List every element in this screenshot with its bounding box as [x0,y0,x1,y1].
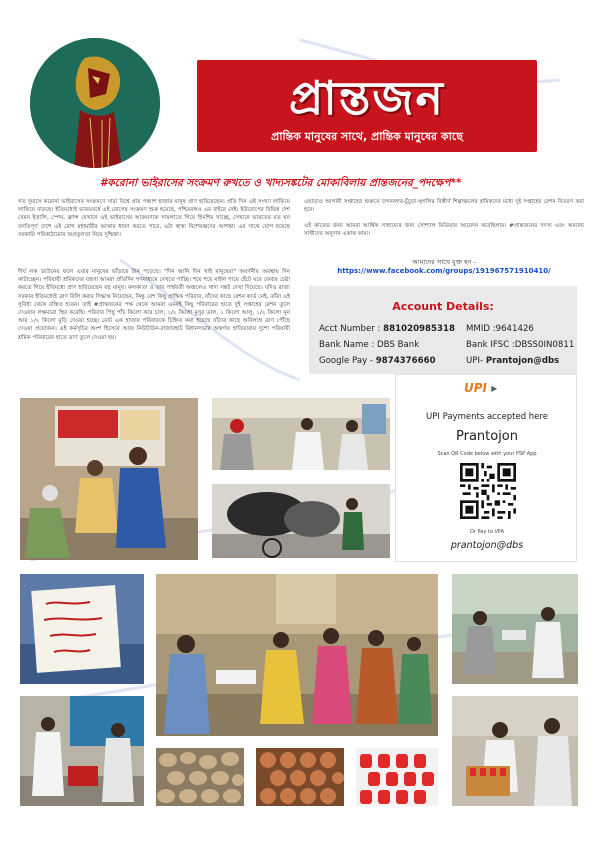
upi-vpa: prantojon@dbs [450,540,524,551]
photo-weighing-rations [20,696,144,806]
upi-logo: UPI ▸ [464,381,498,395]
photo-ration-distribution-1 [20,398,198,560]
bank-ifsc: Bank IFSC :DBSS0IN0811 [466,340,575,350]
banner-tagline: প্রান্তিক মানুষের সাথে, প্রান্তিক মানুষের কাছে [271,130,463,143]
join-label: আমাদের সাথে যুক্ত হন - [412,258,476,266]
photo-street-handover [452,574,578,684]
photo-crowd-distribution [156,574,438,736]
qr-code[interactable] [460,463,516,519]
mmid: MMID :9641426 [466,324,534,334]
account-details-box [309,286,577,374]
left-paragraph-1: গত দুমাসে করোনা ভাইরাসের সংক্রমণে সারা বিশ্বে প্রায় পঞ্চাশ হাজার মানুষ প্রাণ হারিয়েছেন। প্রতি দিন এই সংখ্যা লাফিয়ে লাফিয়ে বাড়ছে। ইতিমধ্যেই ভারতবর্ষে এই রোগের সংক্রমণ শুরু হয়েছে, পশ্চিমবঙ্গও এর বাইরে নেই। ইউরোপের বিভিন্ন দেশ যেমন ইতালি, স্পেন, ফ্রান্স যেখানে এই ভাইরাসের আক্রমণকে সামলাতে গিয়ে হিমশিম খাচ্ছে, সেখানে ভারতের মত ঘন বসতিপূর্ণ দেশে এই রোগ মহামারীর আকার ধারণ করতে পারে, এটা স্বাস্থ্য বিশেষজ্ঞদের আশঙ্কা। এর সাথে যোগ হয়েছে সরকারি পরিকাঠামোর অপ্রতুলতা নিয়ে দুশ্চিন্তা। [18,199,290,238]
upi-heading: UPI Payments accepted here [426,412,548,422]
banner-title: প্রান্তজন [289,71,445,125]
upi-payment-card [395,374,577,562]
photo-ration-packets [256,748,344,806]
title-banner [197,60,537,152]
left-paragraph-2: দীর্ঘ লক ডাউনের ফলে এবার মানুষের ভাঁড়ারে টান পড়েছে। "দিন আনি দিন খাই মানুষেরা" অবর্ণনীয় অবস্থায় দিন কাটাচ্ছেন। পরিযায়ী শ্রমিকদের যন্ত্রণা আমরা প্রতিদিন গণমাধ্যমে দেখতে পাচ্ছি। শয়ে শয়ে মাইল পায়ে হেঁটে ঘরে ফেরার চেষ্টা করতে গিয়ে ইতিমধ্যে প্রাণ হারিয়েছেন বহু মানুষ। কলকাতা ও তার পার্শ্ববর্তী অঞ্চলেও খাদ্য সঙ্কট দেখা দিয়েছে। যদিও রাজ্য সরকার ইতিমধ্যেই ত্রাণ বিলি করার সিদ্ধান্ত নিয়েছেন, কিন্তু বেশ কিছু প্রান্তিক পরিবার, যাঁদের কাছে রেশন কার্ড নেই, তাঁরা এই সুবিধা থেকে বঞ্চিত হবেন। তাই #প্রান্তজনের পক্ষ থেকে আমরা এমনই কিছু পরিবারের হাতে দুই সপ্তাহের রেশন তুলে দেওয়ার লক্ষমাত্রা স্থির করেছি। পরিবার পিছু পাঁচ কিলো করে চাল, ১/২ কিলো মুসুর ডাল, ১ কিলো আলু, ১/২ কিলো নুন আর ১/২ কিলো মুড়ি দেওয়া হচ্ছে। মোট এক হাজার পরিবারকে চিহ্নিত করা হয়েছে যাঁদের কাছে অবিলম্বে ত্রাণ পৌঁছে দেওয়া প্রয়োজন। এই কর্মসূচির অংশ হিসেবে আজ নিউটাউন-রাজারহাট বিধানসভার অন্তর্গত হাতিয়ারায় দুশো পরিযায়ী শ্রমিক পরিবারের হাতে ত্রাণ তুলে দেওয়া হয়। [18,269,290,341]
photo-potatoes [156,748,244,806]
account-number: Acct Number : 881020985318 [319,324,455,334]
upi-id: UPI- Prantojon@dbs [466,356,560,366]
facebook-group-link[interactable]: https://www.facebook.com/groups/191967571910410/ [337,267,551,275]
photo-sanitizer-box [452,696,578,806]
upi-or-text: Or Pay to VPA [469,529,505,535]
photo-ration-distribution-2 [212,398,390,470]
upi-scan-instruction: Scan QR Code below with your PSP App [437,451,537,457]
upi-payee-name: Prantojon [455,429,519,444]
photo-sanitizer-bottles [356,748,438,806]
photo-handwritten-placard [20,574,144,684]
bank-name: Bank Name : DBS Bank [319,340,420,350]
account-details-title: Account Details: [392,300,494,313]
page-headline: #করোনা ভাইরাসের সংক্রমণ রুখতে ও খাদ্যসঙ্কটের মোকাবিলায় প্রান্তজনের_পদক্ষেপ** [100,177,462,189]
organization-logo [30,38,160,168]
right-paragraph-1: এছাড়াও আগামী সপ্তাহের শুরুতে চন্দননগর-চুঁচুড়া-হুগলির বিস্তীর্ণ শিল্পাঞ্চলের শ্রমিকদের মধ্যে দুই সপ্তাহের রেশন বিতরণ করা হবে। [304,199,584,214]
photo-sacks-rickshaw [212,484,390,558]
right-paragraph-2: এই কাজের জন্য আমরা আর্থিক সাহায্যের জন্য সোশ্যাল মিডিয়ায় আবেদন করেছিলাম। #প্রান্তজনের সদস্য এবং অন্যান্য সাথীদের অনুদান একান্ত কাম্য। [304,223,584,238]
google-pay: Google Pay - 9874376660 [319,356,436,366]
